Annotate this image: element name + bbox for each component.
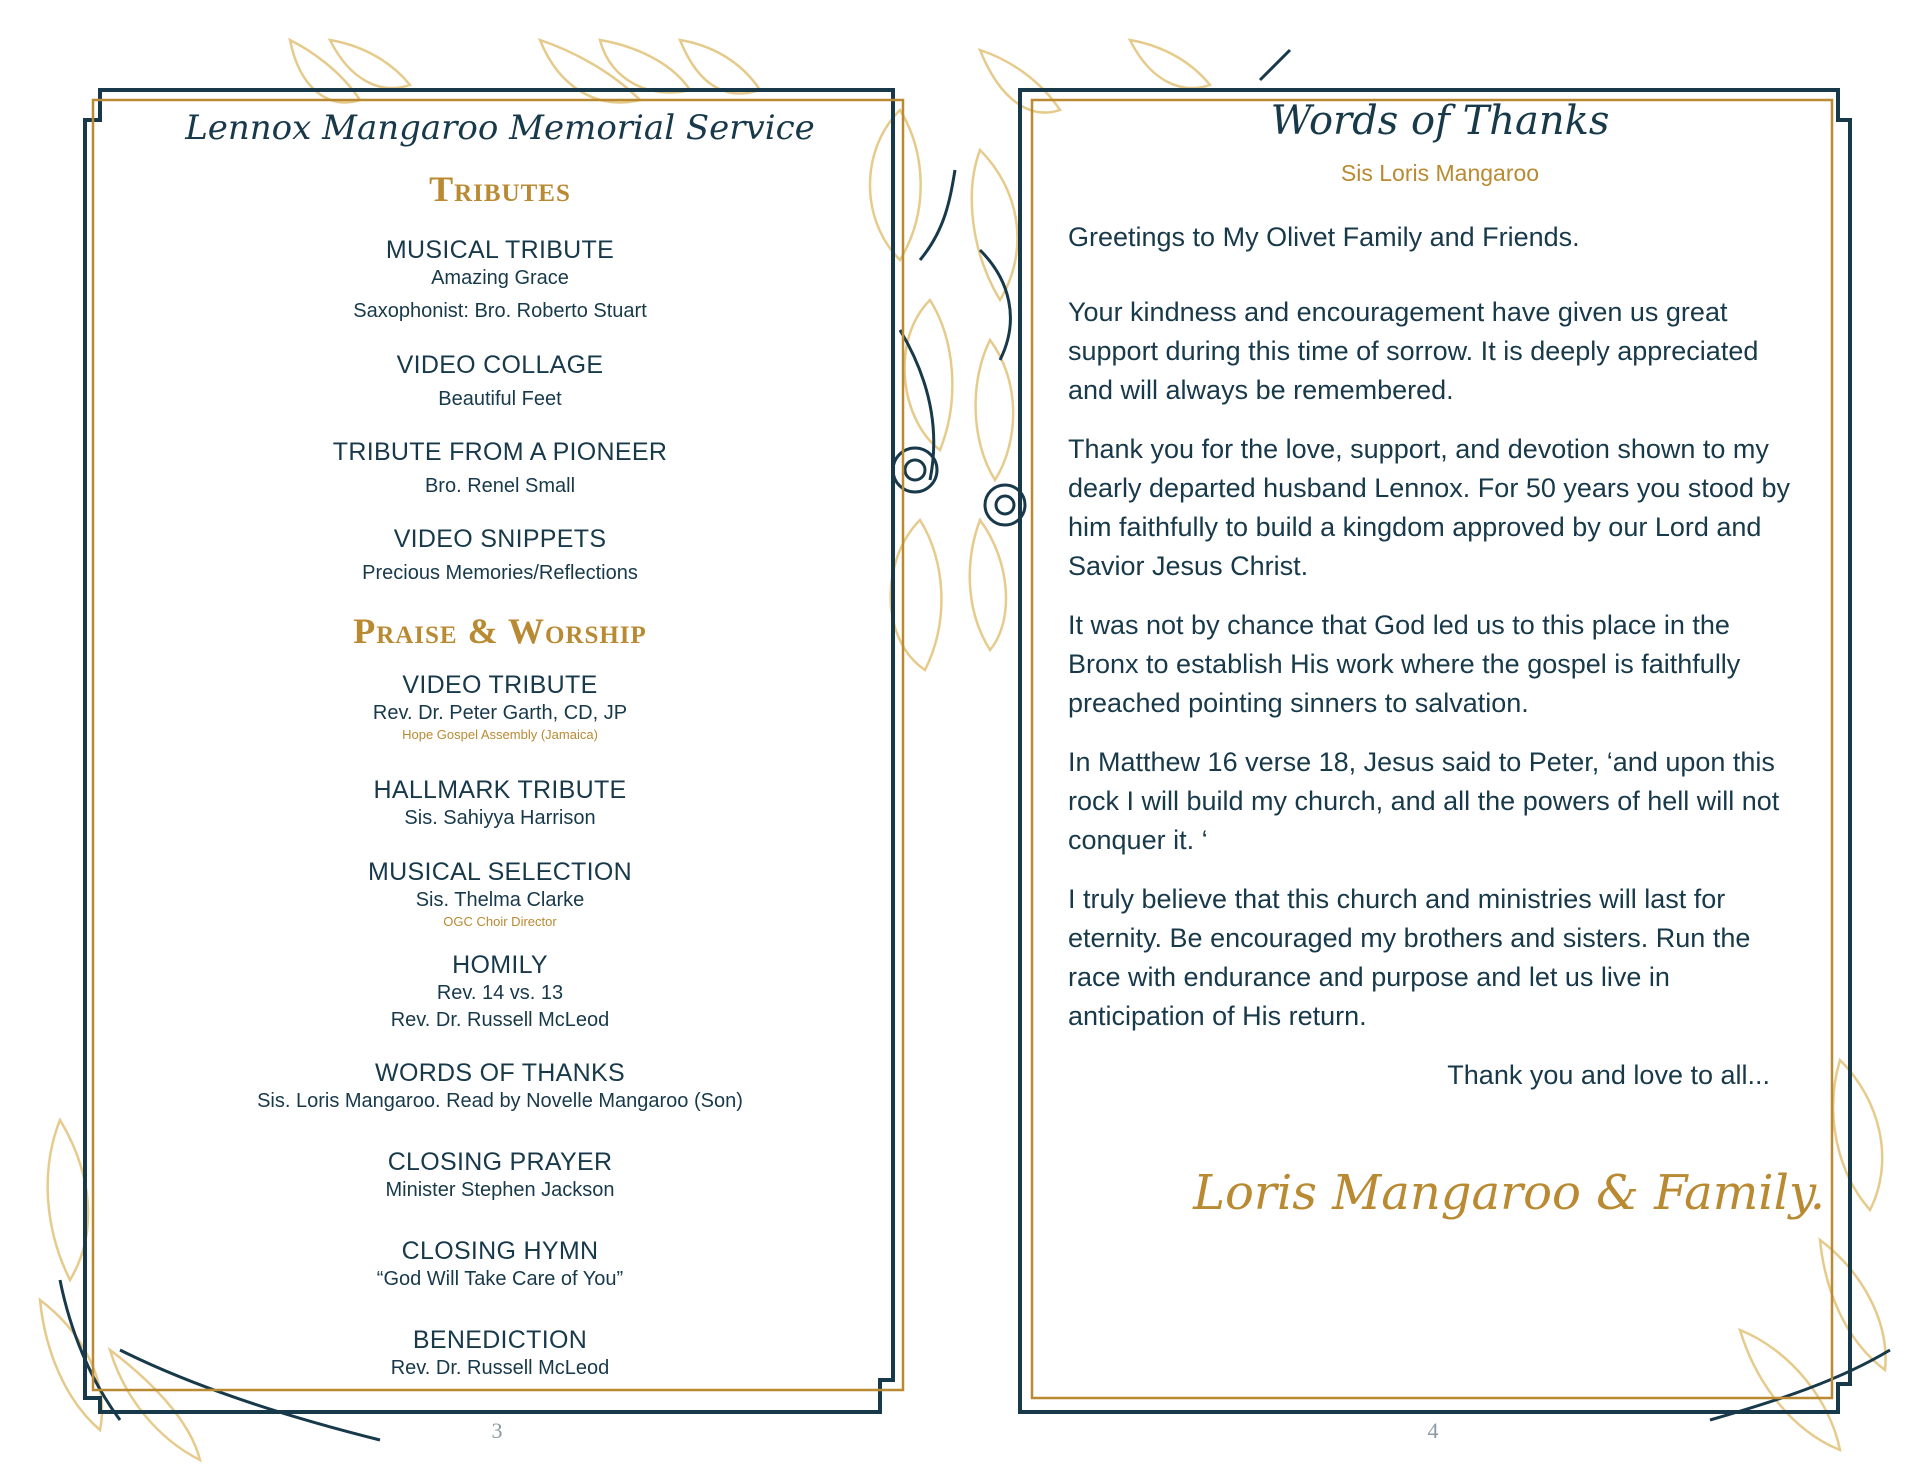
words-of-thanks-title: Words of Thanks (1270, 98, 1610, 144)
closing-line: Thank you and love to all... (1447, 1060, 1770, 1090)
program-item: VIDEO COLLAGE Beautiful Feet (396, 351, 604, 410)
program-item: HALLMARK TRIBUTE Sis. Sahiyya Harrison (373, 776, 627, 829)
memorial-script-title: Lennox Mangaroo Memorial Service (185, 108, 815, 148)
program-item: CLOSING HYMN “God Will Take Care of You” (376, 1237, 624, 1290)
program-item: MUSICAL SELECTION Sis. Thelma Clarke OGC Choir Director (368, 858, 632, 929)
praise-worship-heading: Praise & Worship (353, 611, 647, 651)
program-item: WORDS OF THANKS Sis. Loris Mangaroo. Read by Novelle Mangaroo (Son) (257, 1059, 743, 1112)
page-number: 3 (491, 1418, 503, 1443)
letter-paragraph: In Matthew 16 verse 18, Jesus said to Peter, ‘and upon this rock I will build my church, and all the powers of hell will not conquer it. ‘ (1068, 747, 1780, 855)
program-item: CLOSING PRAYER Minister Stephen Jackson (385, 1148, 615, 1201)
program-item: HOMILY Rev. 14 vs. 13 Rev. Dr. Russell McLeod (390, 951, 610, 1031)
program-item: VIDEO TRIBUTE Rev. Dr. Peter Garth, CD, JP Hope Gospel Assembly (Jamaica) (372, 671, 628, 742)
signature: Loris Mangaroo & Family. (1193, 1165, 1825, 1221)
letter-paragraph: Greetings to My Olivet Family and Friends. (1068, 222, 1580, 252)
program-item: VIDEO SNIPPETS Precious Memories/Reflections (362, 525, 638, 584)
tributes-heading: Tributes (429, 169, 571, 209)
program-item: MUSICAL TRIBUTE Amazing Grace Saxophonist: Bro. Roberto Stuart (353, 236, 647, 322)
page-number: 4 (1427, 1418, 1439, 1443)
right-page (960, 0, 1920, 1484)
letter-paragraph: I truly believe that this church and ministries will last for eternity. Be encouraged my brothers and sisters. Run the race with endurance and purpose and let us live in anticipation of His return. (1068, 884, 1751, 1031)
program-item: TRIBUTE FROM A PIONEER Bro. Renel Small (332, 438, 668, 497)
letter-paragraph: Thank you for the love, support, and devotion shown to my dearly departed husband Lennox. For 50 years you stood by him faithfully to build a kingdom approved by our Lord and Savior Jesus Christ. (1068, 434, 1790, 581)
letter-paragraph: Your kindness and encouragement have given us great support during this time of sorrow. It is deeply appreciated and will always be remembered. (1068, 297, 1759, 405)
program-item: BENEDICTION Rev. Dr. Russell McLeod (390, 1326, 610, 1379)
thank-you-letter (1068, 218, 1798, 1056)
author-subtitle: Sis Loris Mangaroo (1340, 160, 1540, 186)
letter-paragraph: It was not by chance that God led us to this place in the Bronx to establish His work where the gospel is faithfully preached pointing sinners to salvation. (1068, 610, 1741, 718)
